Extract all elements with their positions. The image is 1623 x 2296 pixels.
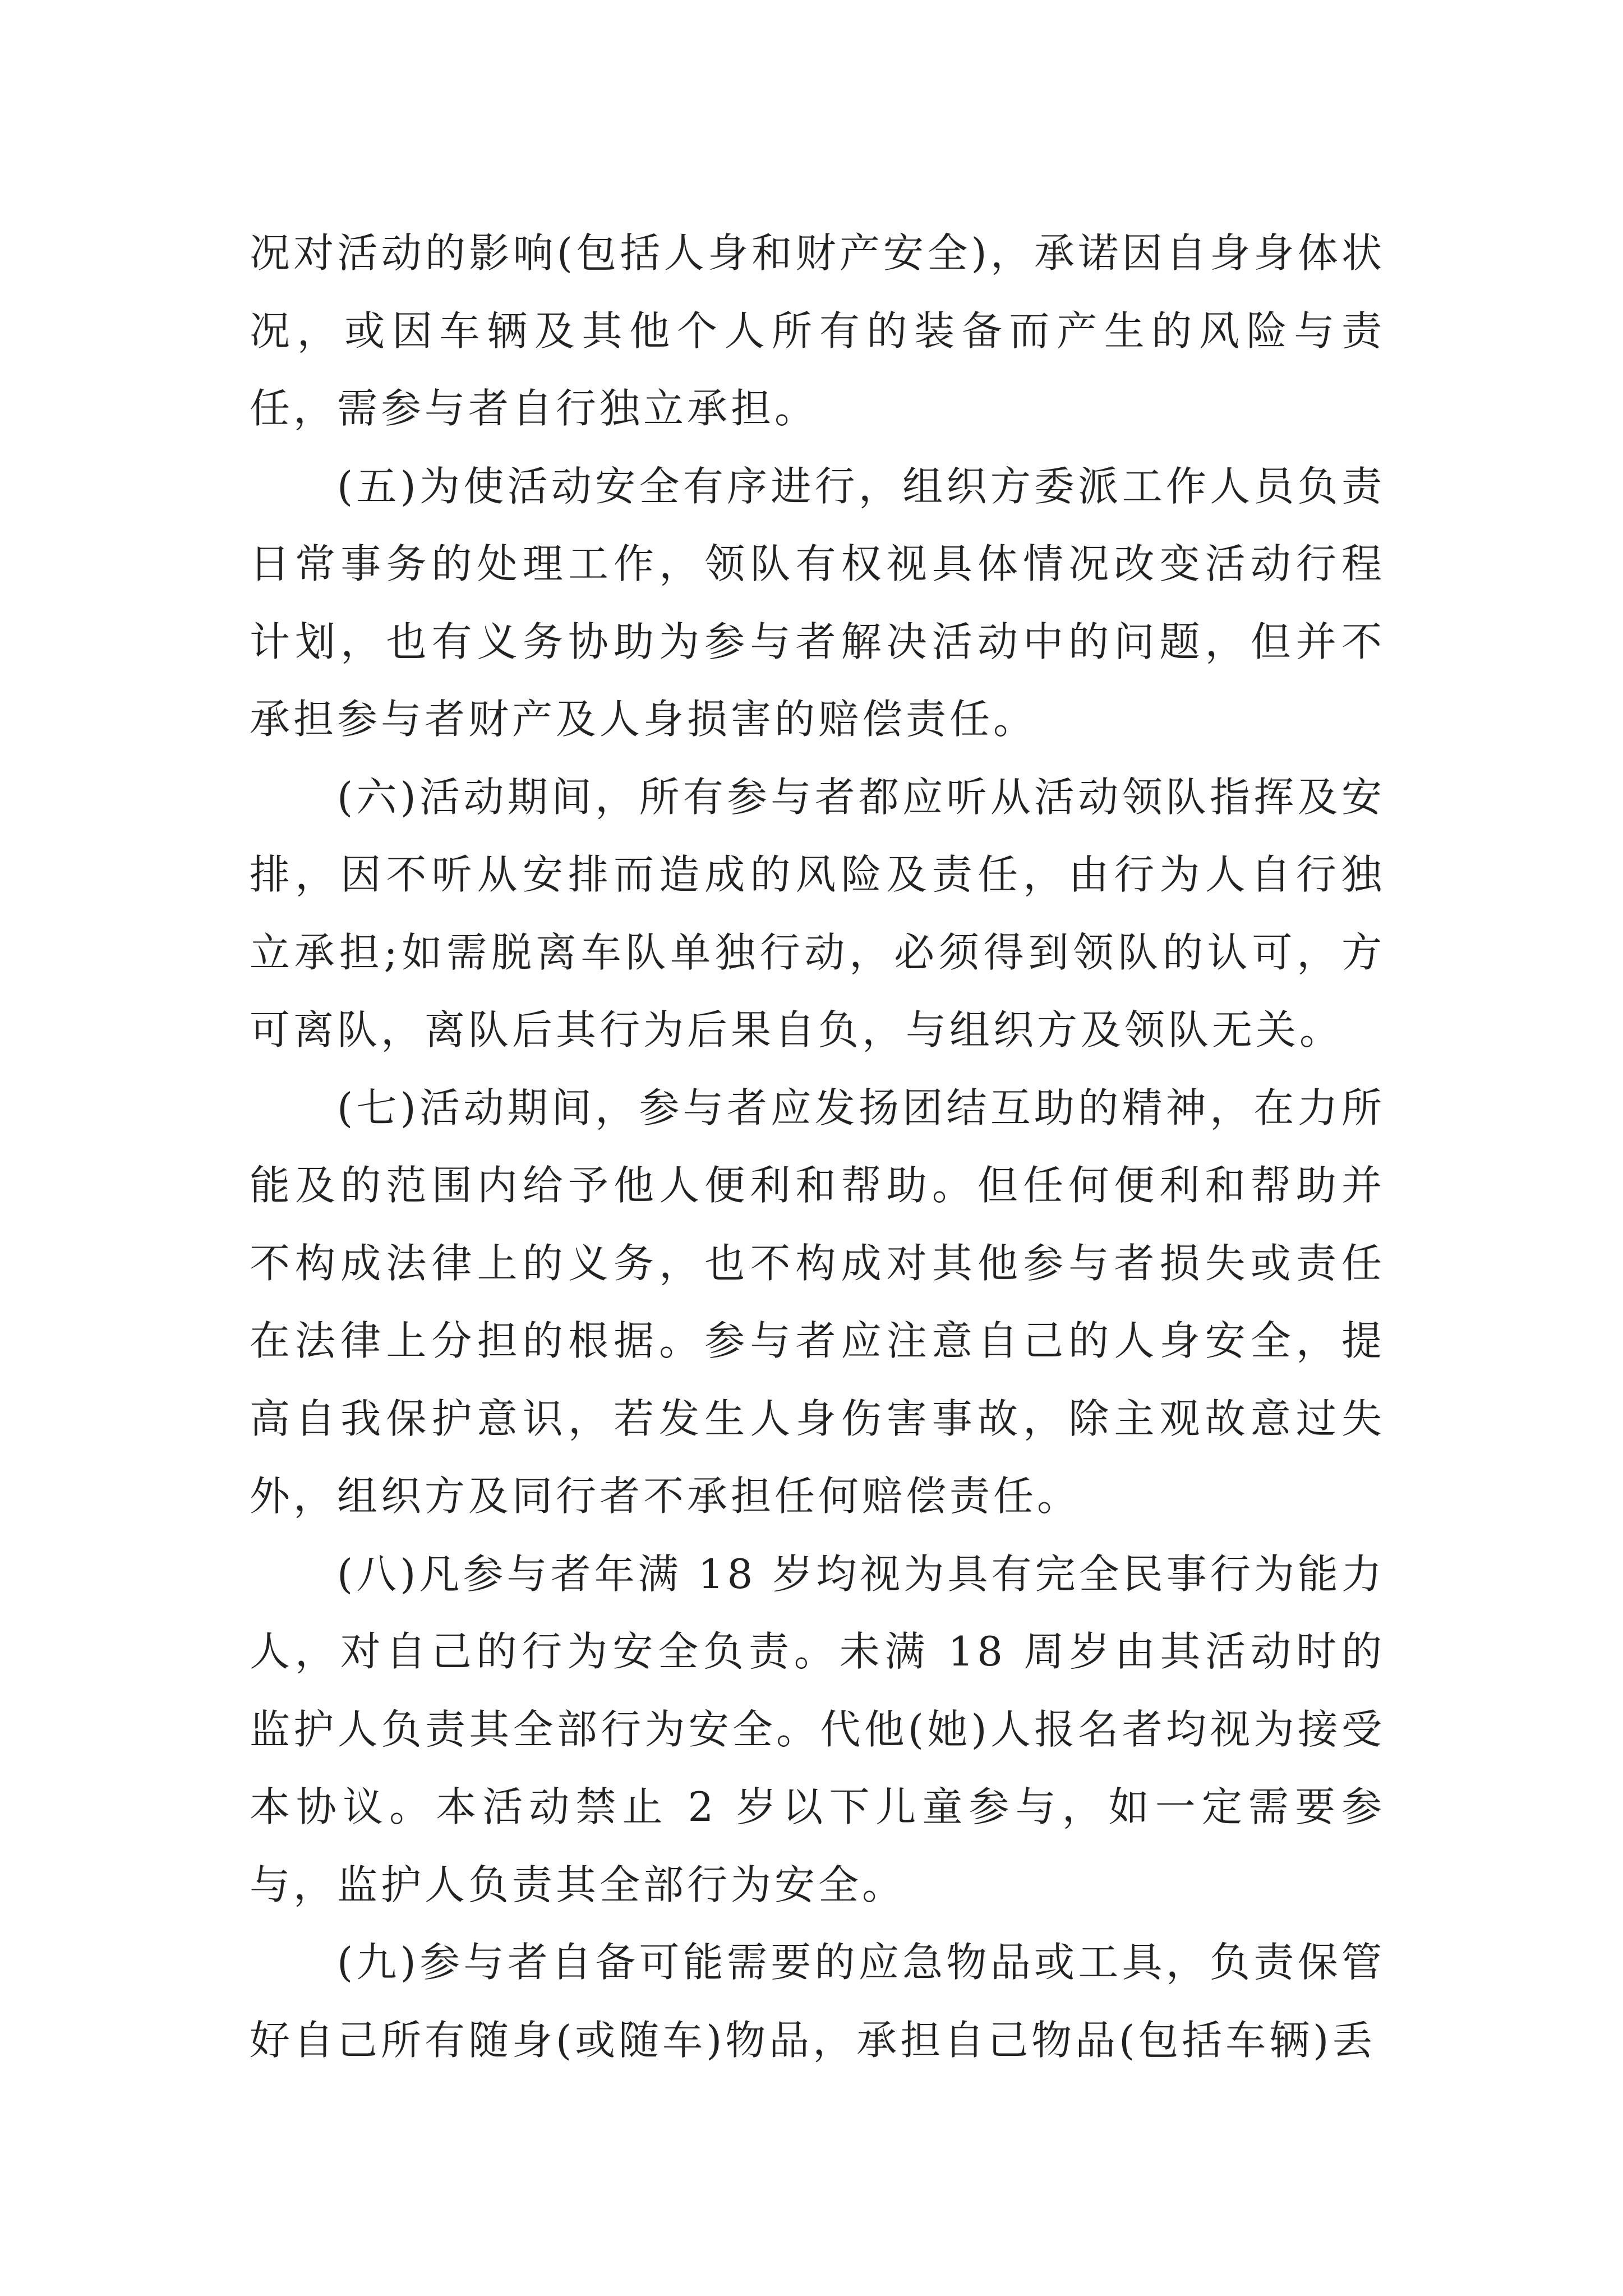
paragraph-continuation: 况对活动的影响(包括人身和财产安全)，承诺因自身身体状况，或因车辆及其他个人所有的装备而产生的风险与责任，需参与者自行独立承担。 [250,229,1385,432]
paragraph-clause-8: (八)凡参与者年满 18 岁均视为具有完全民事行为能力人，对自己的行为安全负责。未满 18 周岁由其活动时的监护人负责其全部行为安全。代他(她)人报名者均视为接受本协议。本活动禁止 2 岁以下儿童参与，如一定需要参与，监护人负责其全部行为安全。 [250,1550,1385,1908]
document-body [250,214,1385,2079]
paragraph-clause-6: (六)活动期间，所有参与者都应听从活动领队指挥及安排，因不听从安排而造成的风险及责任，由行为人自行独立承担;如需脱离车队单独行动，必须得到领队的认可，方可离队，离队后其行为后果自负，与组织方及领队无关。 [250,773,1385,1053]
paragraph-clause-5: (五)为使活动安全有序进行，组织方委派工作人员负责日常事务的处理工作，领队有权视具体情况改变活动行程计划，也有义务协助为参与者解决活动中的问题，但并不承担参与者财产及人身损害的赔偿责任。 [250,462,1385,743]
paragraph-clause-9: (九)参与者自备可能需要的应急物品或工具，负责保管好自己所有随身(或随车)物品，承担自己物品(包括车辆)丢 [250,1939,1385,2064]
paragraph-clause-7: (七)活动期间，参与者应发扬团结互助的精神，在力所能及的范围内给予他人便利和帮助。但任何便利和帮助并不构成法律上的义务，也不构成对其他参与者损失或责任在法律上分担的根据。参与者应注意自己的人身安全，提高自我保护意识，若发生人身伤害事故，除主观故意过失外，组织方及同行者不承担任何赔偿责任。 [250,1084,1385,1520]
